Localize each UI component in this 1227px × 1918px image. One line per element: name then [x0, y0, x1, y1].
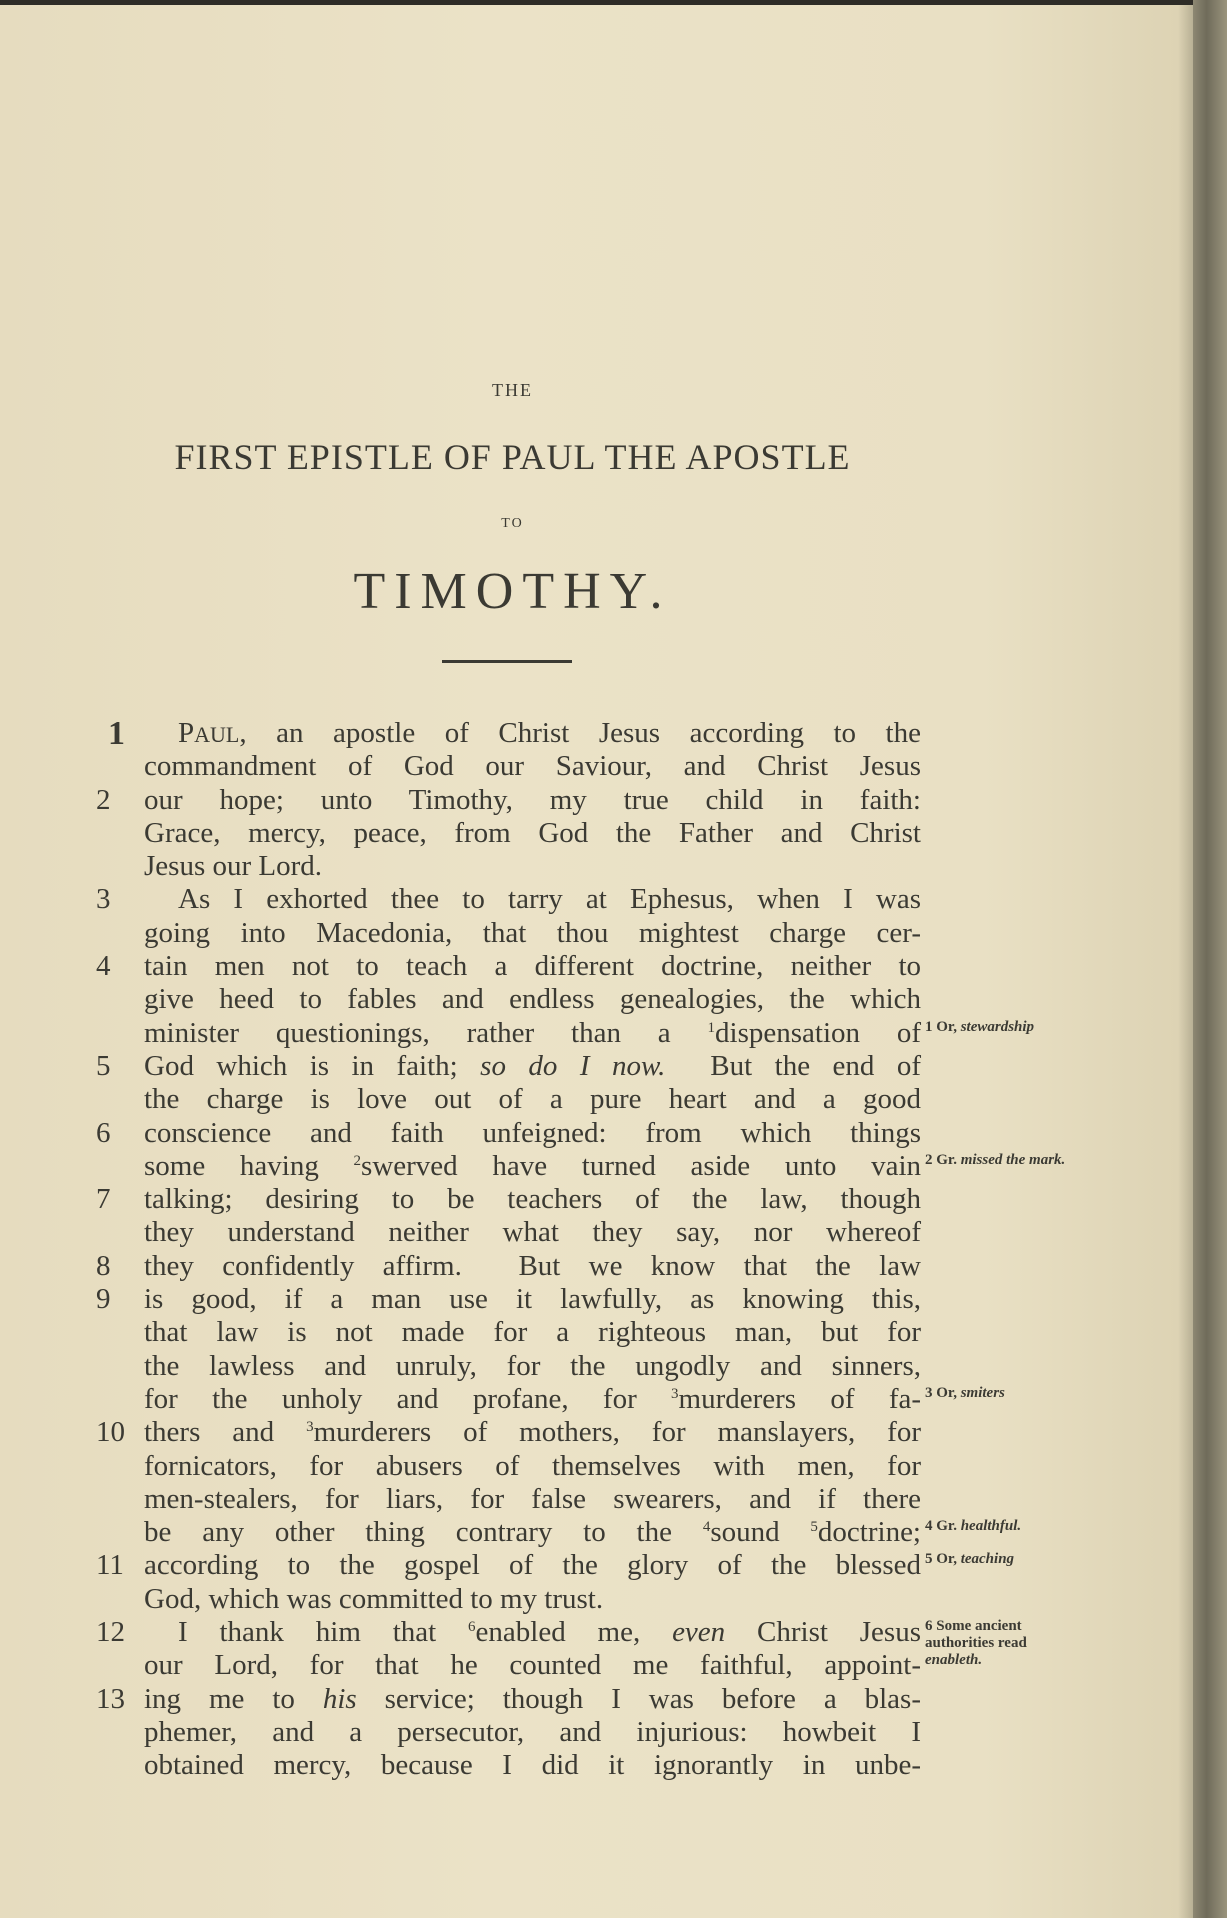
- text-segment: that law is not made for a righteous man, but for: [144, 1316, 921, 1349]
- text-segment: murderers of mothers, for manslayers, for: [313, 1416, 921, 1449]
- verse-number: 10: [96, 1416, 125, 1449]
- note-prefix: Or,: [936, 1551, 957, 1568]
- line-text: [144, 1583, 921, 1616]
- text-segment: is good, if a man use it lawfully, as knowing this,: [144, 1283, 921, 1316]
- text-segment: minister questionings, rather than a: [144, 1016, 708, 1049]
- footnote-marker[interactable]: 3: [306, 1419, 314, 1436]
- line-text: [144, 1416, 921, 1449]
- line-text: [144, 817, 921, 850]
- line-text: [144, 1117, 921, 1150]
- text-segment: doctrine;: [817, 1516, 921, 1549]
- note-prefix: Or,: [936, 1018, 957, 1035]
- note-prefix: Gr.: [936, 1518, 957, 1535]
- footnote-marker[interactable]: 2: [353, 1152, 362, 1169]
- title-epistle: FIRST EPISTLE OF PAUL THE APOSTLE: [174, 437, 851, 477]
- title-rule: [442, 660, 572, 663]
- note-number: 2: [925, 1151, 933, 1168]
- verse-number: 5: [96, 1049, 111, 1082]
- text-segment: they confidently affirm. But we know that the law: [144, 1249, 921, 1282]
- title-the: THE: [492, 380, 533, 400]
- title-to: TO: [501, 516, 524, 531]
- line-text: [144, 1483, 921, 1516]
- text-segment: tain men not to teach a different doctrine, neither to: [144, 950, 921, 983]
- italic-text: even: [672, 1616, 726, 1649]
- line-text: [144, 1450, 921, 1483]
- line-text: [144, 1150, 921, 1183]
- footnote-marker[interactable]: 1: [707, 1019, 716, 1036]
- line-text: [144, 1183, 921, 1216]
- text-segment: fornicators, for abusers of themselves with men, for: [144, 1449, 921, 1482]
- verse-number: 3: [96, 883, 111, 916]
- line-text: [144, 950, 921, 983]
- text-segment: As I exhorted thee to tarry at Ephesus, when I was: [178, 883, 921, 916]
- text-segment: enabled me,: [475, 1616, 673, 1649]
- line-text: [144, 1749, 921, 1782]
- text-segment: dispensation of: [715, 1016, 921, 1049]
- verse-number: 6: [96, 1116, 111, 1149]
- text-segment: ing me to: [144, 1682, 323, 1715]
- text-segment: Grace, mercy, peace, from God the Father and Christ: [144, 816, 921, 849]
- margin-note: [925, 1152, 1075, 1169]
- text-segment: phemer, and a persecutor, and injurious: howbeit I: [144, 1715, 921, 1748]
- text-segment: the lawless and unruly, for the ungodly and sinners,: [144, 1349, 921, 1382]
- text-segment: according to the gospel of the glory of the blessed: [144, 1549, 921, 1582]
- note-number: 5: [925, 1551, 933, 1568]
- line-text: [144, 1283, 921, 1316]
- footnote-marker[interactable]: 5: [810, 1519, 818, 1536]
- note-prefix: Gr.: [936, 1151, 957, 1168]
- footnote-marker[interactable]: 6: [468, 1619, 476, 1636]
- text-segment: they understand neither what they say, nor whereof: [144, 1216, 921, 1249]
- book-spine-edge: [1193, 0, 1227, 1918]
- text-segment: commandment of God our Saviour, and Christ Jesus: [144, 750, 921, 783]
- line-text: [144, 1683, 921, 1716]
- title-timothy: TIMOTHY.: [353, 563, 672, 620]
- line-text: [144, 1050, 921, 1083]
- text-segment: be any other thing contrary to the: [144, 1516, 703, 1549]
- chapter-number: 1: [108, 715, 125, 752]
- text-segment: going into Macedonia, that thou mightest charge cer-: [144, 916, 921, 949]
- text-segment: for the unholy and profane, for: [144, 1382, 672, 1415]
- margin-note: [925, 1618, 1075, 1669]
- margin-note: [925, 1019, 1075, 1036]
- text-segment: men-stealers, for liars, for false swearers, and if there: [144, 1482, 921, 1515]
- text-segment: give heed to fables and endless genealogies, the which: [144, 983, 921, 1016]
- note-number: 3: [925, 1384, 933, 1401]
- text-segment: P: [178, 717, 195, 749]
- text-segment: I thank him that: [178, 1616, 469, 1649]
- text-segment: murderers of fa-: [678, 1382, 922, 1415]
- line-text: [144, 983, 921, 1016]
- note-prefix: Some ancient authorities read: [925, 1618, 1027, 1652]
- text-segment: Christ Jesus: [725, 1616, 921, 1649]
- text-segment: But the end of: [665, 1049, 921, 1082]
- note-text: enableth.: [925, 1652, 983, 1669]
- text-segment: obtained mercy, because I did it ignorantly in unbe-: [144, 1749, 921, 1782]
- text-segment: our Lord, for that he counted me faithful, appoint-: [144, 1649, 921, 1682]
- line-text: [144, 850, 921, 883]
- note-text: teaching: [960, 1551, 1015, 1568]
- line-text: [144, 1516, 921, 1549]
- note-number: 1: [925, 1018, 933, 1035]
- line-text: [144, 1383, 921, 1416]
- note-text: stewardship: [960, 1018, 1035, 1035]
- margin-note: [925, 1385, 1075, 1402]
- line-text: [144, 1350, 921, 1383]
- text-segment: swerved have turned aside unto vain: [361, 1149, 921, 1182]
- verse-number: 7: [96, 1183, 111, 1216]
- note-text: smiters: [960, 1384, 1005, 1401]
- italic-text: so do I now.: [480, 1049, 666, 1082]
- line-text: [144, 1250, 921, 1283]
- footnote-marker[interactable]: 4: [702, 1519, 711, 1536]
- line-text: [144, 1716, 921, 1749]
- line-text: [144, 917, 921, 950]
- text-segment: sound: [710, 1516, 811, 1549]
- text-segment: talking; desiring to be teachers of the law, though: [144, 1183, 921, 1216]
- margin-note: [925, 1518, 1075, 1535]
- line-text: [144, 1649, 921, 1682]
- line-text: [144, 1549, 921, 1582]
- line-text: [144, 750, 921, 783]
- text-segment: thers and: [144, 1416, 307, 1449]
- verse-number: 9: [96, 1283, 111, 1316]
- footnote-marker[interactable]: 3: [671, 1385, 679, 1402]
- text-segment: AUL: [194, 722, 240, 747]
- line-text: [144, 784, 921, 817]
- verse-number: 4: [96, 950, 111, 983]
- italic-text: his: [322, 1682, 357, 1715]
- note-number: 4: [925, 1518, 933, 1535]
- line-text: [144, 1017, 921, 1050]
- text-segment: conscience and faith unfeigned: from which things: [144, 1116, 921, 1149]
- note-prefix: Or,: [936, 1384, 957, 1401]
- text-segment: our hope; unto Timothy, my true child in faith:: [144, 783, 921, 816]
- line-text: [144, 1316, 921, 1349]
- text-segment: the charge is love out of a pure heart and a good: [144, 1083, 921, 1116]
- text-segment: , an apostle of Christ Jesus according to the: [239, 717, 921, 749]
- note-number: 6: [925, 1618, 933, 1635]
- page-top-edge: [0, 0, 1227, 5]
- note-text: healthful.: [960, 1518, 1022, 1535]
- text-segment: God, which was committed to my trust.: [144, 1582, 604, 1615]
- verse-number: 11: [96, 1549, 124, 1582]
- line-text: [144, 883, 921, 916]
- line-text: [144, 1083, 921, 1116]
- line-text: [144, 1216, 921, 1249]
- note-text: missed the mark.: [960, 1151, 1066, 1168]
- verse-number: 2: [96, 783, 111, 816]
- text-segment: service; though I was before a blas-: [356, 1682, 921, 1715]
- verse-number: 12: [96, 1616, 125, 1649]
- margin-note: [925, 1551, 1075, 1568]
- verse-number: 8: [96, 1249, 111, 1282]
- text-segment: God which is in faith;: [144, 1049, 481, 1082]
- line-text: [144, 717, 921, 751]
- text-segment: some having: [144, 1149, 354, 1182]
- text-segment: Jesus our Lord.: [144, 850, 323, 883]
- line-text: [144, 1616, 921, 1649]
- verse-number: 13: [96, 1682, 125, 1715]
